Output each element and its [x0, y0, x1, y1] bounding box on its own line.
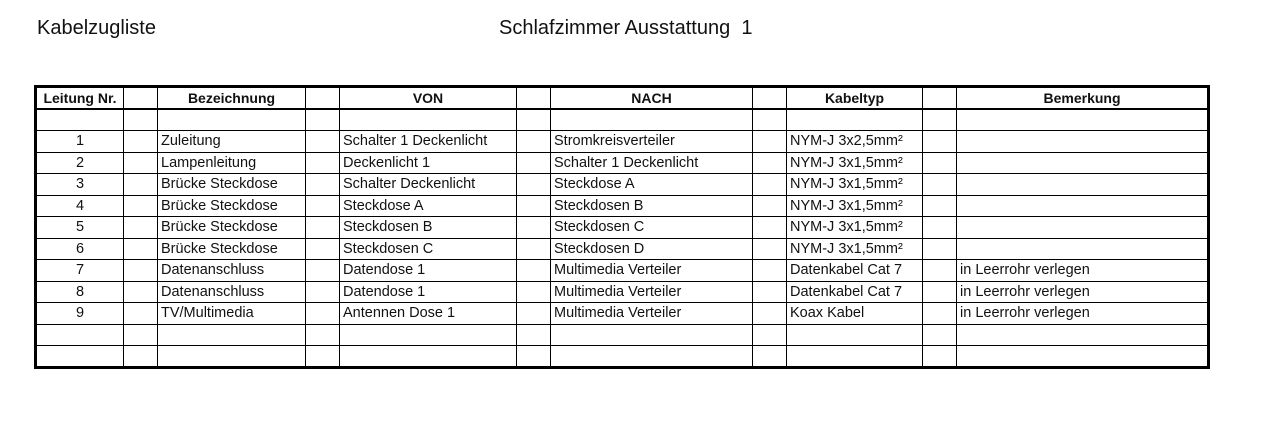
- cell-bezeichnung: [158, 324, 306, 346]
- column-header-spacer: [923, 87, 957, 110]
- spacer-cell: [306, 346, 340, 368]
- cell-kabeltyp: NYM-J 3x1,5mm²: [787, 217, 923, 239]
- cell-kabeltyp: NYM-J 3x1,5mm²: [787, 174, 923, 196]
- cell-bemerkung: [957, 195, 1209, 217]
- table-row: [36, 217, 1209, 239]
- column-header-kabeltyp: Kabeltyp: [787, 87, 923, 110]
- cell-bezeichnung: Brücke Steckdose: [158, 195, 306, 217]
- cell-nach: Steckdosen D: [551, 238, 753, 260]
- table-row: [36, 174, 1209, 196]
- cell-nach: Steckdosen C: [551, 217, 753, 239]
- cell-leitung-nr: 4: [36, 195, 124, 217]
- cell-leitung-nr: 1: [36, 131, 124, 153]
- cell-bemerkung: [957, 238, 1209, 260]
- spacer-cell: [124, 217, 158, 239]
- cell-nach: Steckdosen B: [551, 195, 753, 217]
- spacer-cell: [923, 303, 957, 325]
- table-row: [36, 195, 1209, 217]
- spacer-cell: [517, 281, 551, 303]
- cell-leitung-nr: [36, 324, 124, 346]
- spacer-cell: [517, 303, 551, 325]
- spacer-cell: [306, 324, 340, 346]
- spacer-cell: [124, 346, 158, 368]
- cell-kabeltyp: [787, 346, 923, 368]
- spacer-cell: [923, 238, 957, 260]
- cell-bezeichnung: [158, 346, 306, 368]
- spacer-cell: [923, 260, 957, 282]
- table-row: [36, 260, 1209, 282]
- cell-bemerkung: [957, 152, 1209, 174]
- cell-bemerkung: [957, 131, 1209, 153]
- cell-bemerkung: [957, 217, 1209, 239]
- cell-kabeltyp: NYM-J 3x1,5mm²: [787, 238, 923, 260]
- cell-leitung-nr: 7: [36, 260, 124, 282]
- cell-von: Schalter Deckenlicht: [340, 174, 517, 196]
- spacer-cell: [306, 195, 340, 217]
- cell-von: Antennen Dose 1: [340, 303, 517, 325]
- spacer-cell: [753, 195, 787, 217]
- cell-von: Steckdosen B: [340, 217, 517, 239]
- column-header-spacer: [753, 87, 787, 110]
- table-row: [36, 238, 1209, 260]
- spacer-cell: [306, 238, 340, 260]
- spacer-cell: [923, 152, 957, 174]
- cell-nach: [551, 109, 753, 131]
- cell-bemerkung: in Leerrohr verlegen: [957, 260, 1209, 282]
- cell-von: [340, 324, 517, 346]
- cell-leitung-nr: 5: [36, 217, 124, 239]
- spacer-cell: [753, 109, 787, 131]
- spacer-cell: [517, 195, 551, 217]
- column-header-bezeichnung: Bezeichnung: [158, 87, 306, 110]
- column-header-leitung-nr: Leitung Nr.: [36, 87, 124, 110]
- spacer-cell: [753, 346, 787, 368]
- cell-bezeichnung: Datenanschluss: [158, 260, 306, 282]
- table-row: [36, 109, 1209, 131]
- spacer-cell: [923, 174, 957, 196]
- spacer-cell: [753, 217, 787, 239]
- cell-von: Datendose 1: [340, 281, 517, 303]
- spacer-cell: [753, 131, 787, 153]
- cell-bezeichnung: Brücke Steckdose: [158, 217, 306, 239]
- spacer-cell: [517, 238, 551, 260]
- spacer-cell: [306, 260, 340, 282]
- cell-nach: Multimedia Verteiler: [551, 281, 753, 303]
- spacer-cell: [923, 195, 957, 217]
- spacer-cell: [517, 109, 551, 131]
- spacer-cell: [124, 152, 158, 174]
- spacer-cell: [306, 303, 340, 325]
- document-title: Kabelzugliste: [37, 17, 156, 39]
- cell-nach: Steckdose A: [551, 174, 753, 196]
- spacer-cell: [923, 217, 957, 239]
- cell-leitung-nr: [36, 109, 124, 131]
- cell-nach: Multimedia Verteiler: [551, 260, 753, 282]
- spacer-cell: [124, 238, 158, 260]
- spacer-cell: [517, 324, 551, 346]
- spacer-cell: [517, 174, 551, 196]
- spacer-cell: [306, 152, 340, 174]
- cell-kabeltyp: [787, 109, 923, 131]
- spacer-cell: [124, 131, 158, 153]
- spacer-cell: [306, 109, 340, 131]
- cell-von: Datendose 1: [340, 260, 517, 282]
- table-row: [36, 131, 1209, 153]
- spacer-cell: [517, 152, 551, 174]
- spacer-cell: [306, 131, 340, 153]
- cell-kabeltyp: Datenkabel Cat 7: [787, 281, 923, 303]
- table-row: [36, 303, 1209, 325]
- spacer-cell: [923, 131, 957, 153]
- table-row: [36, 346, 1209, 368]
- table-header-row: [36, 87, 1209, 110]
- cell-bezeichnung: Brücke Steckdose: [158, 238, 306, 260]
- spacer-cell: [306, 174, 340, 196]
- cell-nach: [551, 324, 753, 346]
- cell-nach: [551, 346, 753, 368]
- spacer-cell: [753, 260, 787, 282]
- cell-leitung-nr: 6: [36, 238, 124, 260]
- column-header-nach: NACH: [551, 87, 753, 110]
- cell-kabeltyp: NYM-J 3x1,5mm²: [787, 152, 923, 174]
- cell-bemerkung: in Leerrohr verlegen: [957, 303, 1209, 325]
- spacer-cell: [517, 260, 551, 282]
- spacer-cell: [753, 174, 787, 196]
- table-row: [36, 324, 1209, 346]
- spacer-cell: [124, 260, 158, 282]
- spacer-cell: [923, 324, 957, 346]
- spacer-cell: [923, 281, 957, 303]
- cell-leitung-nr: 3: [36, 174, 124, 196]
- spacer-cell: [753, 238, 787, 260]
- spacer-cell: [517, 346, 551, 368]
- cell-kabeltyp: Datenkabel Cat 7: [787, 260, 923, 282]
- cell-bemerkung: [957, 324, 1209, 346]
- column-header-spacer: [306, 87, 340, 110]
- cell-nach: Stromkreisverteiler: [551, 131, 753, 153]
- cell-bemerkung: [957, 346, 1209, 368]
- column-header-spacer: [517, 87, 551, 110]
- cell-bemerkung: [957, 174, 1209, 196]
- column-header-bemerkung: Bemerkung: [957, 87, 1209, 110]
- cell-leitung-nr: 8: [36, 281, 124, 303]
- table-row: [36, 281, 1209, 303]
- column-header-spacer: [124, 87, 158, 110]
- cell-bezeichnung: Lampenleitung: [158, 152, 306, 174]
- spacer-cell: [753, 281, 787, 303]
- cell-bezeichnung: Datenanschluss: [158, 281, 306, 303]
- spacer-cell: [124, 324, 158, 346]
- spacer-cell: [306, 281, 340, 303]
- cell-von: Steckdose A: [340, 195, 517, 217]
- spacer-cell: [124, 195, 158, 217]
- column-header-von: VON: [340, 87, 517, 110]
- spacer-cell: [753, 303, 787, 325]
- spacer-cell: [124, 174, 158, 196]
- cell-kabeltyp: [787, 324, 923, 346]
- spacer-cell: [923, 346, 957, 368]
- cell-bezeichnung: TV/Multimedia: [158, 303, 306, 325]
- cell-von: [340, 346, 517, 368]
- cell-bemerkung: in Leerrohr verlegen: [957, 281, 1209, 303]
- spacer-cell: [124, 281, 158, 303]
- table-row: [36, 152, 1209, 174]
- cell-von: Steckdosen C: [340, 238, 517, 260]
- document-subtitle: Schlafzimmer Ausstattung 1: [499, 17, 753, 39]
- spacer-cell: [306, 217, 340, 239]
- cell-bemerkung: [957, 109, 1209, 131]
- cell-leitung-nr: 2: [36, 152, 124, 174]
- spacer-cell: [753, 324, 787, 346]
- cell-kabeltyp: NYM-J 3x1,5mm²: [787, 195, 923, 217]
- cell-bezeichnung: [158, 109, 306, 131]
- spacer-cell: [753, 152, 787, 174]
- spacer-cell: [124, 303, 158, 325]
- cell-bezeichnung: Brücke Steckdose: [158, 174, 306, 196]
- cell-kabeltyp: NYM-J 3x2,5mm²: [787, 131, 923, 153]
- spacer-cell: [517, 131, 551, 153]
- cell-nach: Schalter 1 Deckenlicht: [551, 152, 753, 174]
- cell-nach: Multimedia Verteiler: [551, 303, 753, 325]
- cell-von: Deckenlicht 1: [340, 152, 517, 174]
- cell-leitung-nr: 9: [36, 303, 124, 325]
- spacer-cell: [923, 109, 957, 131]
- cable-list-table: [34, 85, 1210, 369]
- cell-von: Schalter 1 Deckenlicht: [340, 131, 517, 153]
- cell-von: [340, 109, 517, 131]
- cell-kabeltyp: Koax Kabel: [787, 303, 923, 325]
- spacer-cell: [124, 109, 158, 131]
- spacer-cell: [517, 217, 551, 239]
- cell-leitung-nr: [36, 346, 124, 368]
- cell-bezeichnung: Zuleitung: [158, 131, 306, 153]
